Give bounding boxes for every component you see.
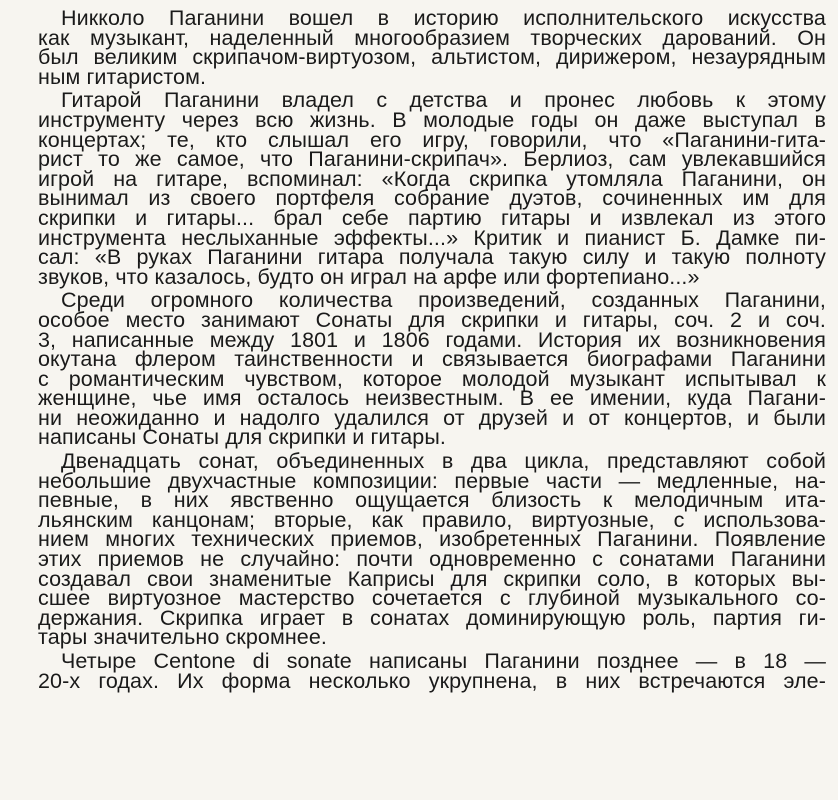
text-line: женщине, чье имя осталось неизвестным. В ее имении, куда Пагани- [38,386,826,411]
text-line: вынимал из своего портфеля собрание дуэтов, сочиненных им для [38,186,826,211]
paragraph [38,649,826,693]
text-line: ным гитаристом. [38,64,207,89]
text-line: звуков, что казалось, будто он играл на арфе или фортепиано...» [38,264,700,289]
text-line: певные, в них явственно ощущается близость к мелодичным ита- [38,488,826,513]
paragraph [38,88,826,289]
text-line: небольшие двухчастные композиции: первые части — медленные, на- [38,468,826,493]
text-line: 20-х годах. Их форма несколько укрупнена, в них встречаются эле- [38,668,826,693]
text-line: особое место занимают Сонаты для скрипки и гитары, соч. 2 и соч. [38,307,826,332]
paragraph [38,288,826,450]
text-line: написаны Сонаты для скрипки и гитары. [38,425,446,450]
paragraph [38,6,826,89]
text-line: сшее виртуозное мастерство сочетается с глубиной музыкального со- [38,586,826,611]
text-line: Никколо Паганини вошел в историю исполнительского искусства [61,6,826,30]
text-line: Четыре Centone di sonate написаны Паганини позднее — в 18 — [61,649,826,673]
text-line: ни неожиданно и надолго удалился от друзей и от концертов, и были [38,405,826,430]
paragraph [38,449,826,650]
text-line: рист то же самое, что Паганини-скрипач». Берлиоз, сам увлекавшийся [38,147,826,172]
text-line: инструменту через всю жизнь. В молодые годы он даже выступал в [38,107,826,132]
text-line: окутана флером таинственности и связывается биографами Паганини [38,347,826,372]
text-line: Гитарой Паганини владел с детства и пронес любовь к этому [61,88,826,113]
text-line: как музыкант, наделенный многообразием творческих дарований. Он [38,25,826,50]
text-line: с романтическим чувством, которое молодой музыкант испытывал к [38,366,826,391]
text-line: скрипки и гитары... брал себе партию гитары и извлекал из этого [38,205,826,230]
text-line: Среди огромного количества произведений, созданных Паганини, [61,288,826,313]
text-line: держания. Скрипка играет в сонатах доминирующую роль, партия ги- [38,605,826,630]
text-line: нием многих технических приемов, изобретенных Паганини. Появление [38,527,826,552]
text-line: сал: «В руках Паганини гитара получала такую силу и такую полноту [38,245,826,270]
text-line: 3, написанные между 1801 и 1806 годами. История их возникновения [38,327,826,352]
text-line: Двенадцать сонат, объединенных в два цикла, представляют собой [61,449,826,474]
text-line: этих приемов не случайно: почти одновременно с сонатами Паганини [38,547,826,572]
text-line: льянским канцонам; вторые, как правило, виртуозные, с использова- [38,507,826,532]
text-line: тары значительно скромнее. [38,625,327,650]
text-line: создавал свои знаменитые Каприсы для скрипки соло, в которых вы- [38,566,826,591]
text-line: инструмента неслыханные эффекты...» Критик и пианист Б. Дамке пи- [38,225,826,250]
text-line: был великим скрипачом-виртуозом, альтистом, дирижером, незаурядным [38,45,826,70]
text-line: игрой на гитаре, вспоминал: «Когда скрипка утомляла Паганини, он [38,166,826,191]
text-line: концертах; те, кто слышал его игру, говорили, что «Паганини-гита- [38,127,826,152]
